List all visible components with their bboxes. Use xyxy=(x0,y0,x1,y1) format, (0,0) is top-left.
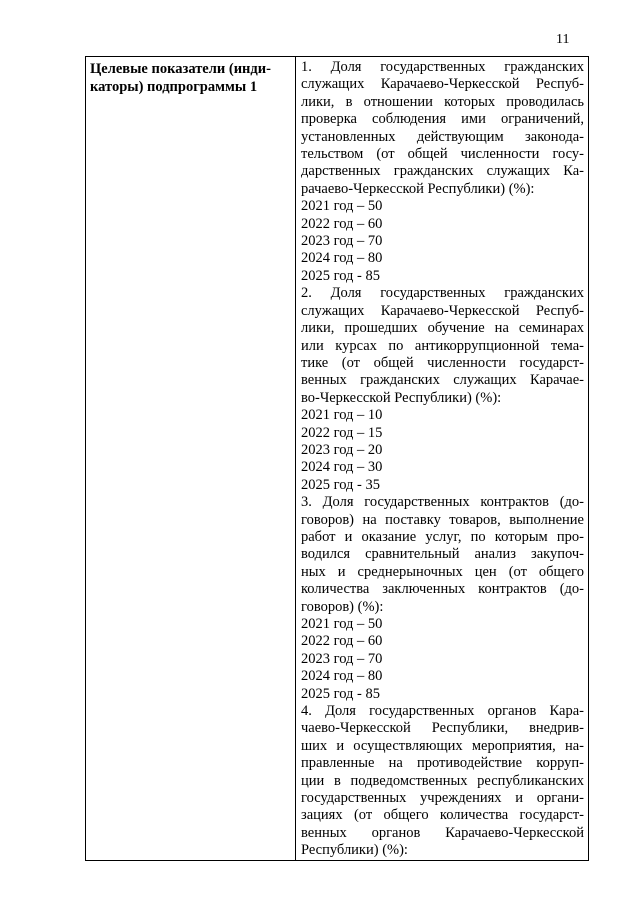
year-value-line: 2023 год – 20 xyxy=(301,441,383,458)
text-line: венных органов Карачаево-Черкесской xyxy=(301,824,584,841)
text-line: служащих Карачаево-Черкесской Респуб- xyxy=(301,302,584,319)
text-line: лики, в отношении которых проводилась xyxy=(301,93,584,110)
text-line: Республики) (%): xyxy=(301,842,408,859)
text-line: 4. Доля государственных органов Кара- xyxy=(301,703,584,720)
year-value-line: 2025 год - 85 xyxy=(301,685,380,702)
year-value-line: 2023 год – 70 xyxy=(301,650,383,667)
year-value-line: 2024 год – 80 xyxy=(301,250,383,267)
year-value-line: 2022 год – 60 xyxy=(301,633,383,650)
year-value-line: 2021 год – 50 xyxy=(301,616,383,632)
text-line: лики, прошедших обучение на семинарах xyxy=(301,320,584,337)
text-line: тельством (от общей численности госу- xyxy=(301,146,584,163)
year-value-line: 2025 год - 35 xyxy=(301,476,380,493)
indicators-table xyxy=(85,56,589,861)
text-line: тике (от общей численности государст- xyxy=(301,354,584,371)
indicators-content xyxy=(296,57,588,860)
year-value-line: 2025 год - 85 xyxy=(301,267,380,284)
text-line: ции в подведомственных республиканских xyxy=(301,772,584,789)
text-line: говоров) на поставку товаров, выполнение xyxy=(301,511,584,528)
year-value-line: 2021 год – 50 xyxy=(301,198,383,215)
label-cell xyxy=(86,57,296,861)
table-row xyxy=(86,57,589,861)
text-line: водился сравнительный анализ закупоч- xyxy=(301,546,584,563)
text-line: работ и оказание услуг, по которым про- xyxy=(301,528,584,545)
text-line: государственных учреждениях и органи- xyxy=(301,790,584,807)
indicators-label-line-2: каторы) подпрограммы 1 xyxy=(90,79,258,95)
text-line: или курсах по антикоррупционной тема- xyxy=(301,337,584,354)
indicators-label-line-1: Целевые показатели (инди- xyxy=(90,61,271,77)
text-line: чаево-Черкесской Республики, внедрив- xyxy=(301,720,584,737)
page-number: 11 xyxy=(556,32,570,47)
text-line: проверка соблюдения ими ограничений, xyxy=(301,111,584,128)
year-value-line: 2021 год – 10 xyxy=(301,407,383,424)
year-value-line: 2022 год – 15 xyxy=(301,424,383,441)
content-cell xyxy=(296,57,589,861)
text-line: ных и среднерыночных цен (от общего xyxy=(301,563,584,580)
indicators-label xyxy=(86,57,295,96)
text-line: установленных действующим законода- xyxy=(301,128,584,145)
text-line: во-Черкесской Республики) (%): xyxy=(301,389,502,406)
text-line: служащих Карачаево-Черкесской Респуб- xyxy=(301,76,584,93)
text-line: венных гражданских служащих Карачае- xyxy=(301,372,584,389)
text-line: правленные на противодействие корруп- xyxy=(301,755,584,772)
text-line: 2. Доля государственных гражданских xyxy=(301,285,584,302)
year-value-line: 2024 год – 30 xyxy=(301,459,383,476)
text-line: зациях (от общего количества государст- xyxy=(301,807,584,824)
text-line: рачаево-Черкесской Республики) (%): xyxy=(301,180,535,197)
text-line: ших и осуществляющих мероприятия, на- xyxy=(301,737,584,754)
text-line: 1. Доля государственных гражданских xyxy=(301,59,584,75)
text-line: 3. Доля государственных контрактов (до- xyxy=(301,494,584,511)
text-line: количества заключенных контрактов (до- xyxy=(301,581,584,598)
year-value-line: 2023 год – 70 xyxy=(301,233,383,250)
year-value-line: 2022 год – 60 xyxy=(301,215,383,232)
year-value-line: 2024 год – 80 xyxy=(301,668,383,685)
text-line: дарственных гражданских служащих Ка- xyxy=(301,163,584,180)
text-line: говоров) (%): xyxy=(301,598,384,615)
